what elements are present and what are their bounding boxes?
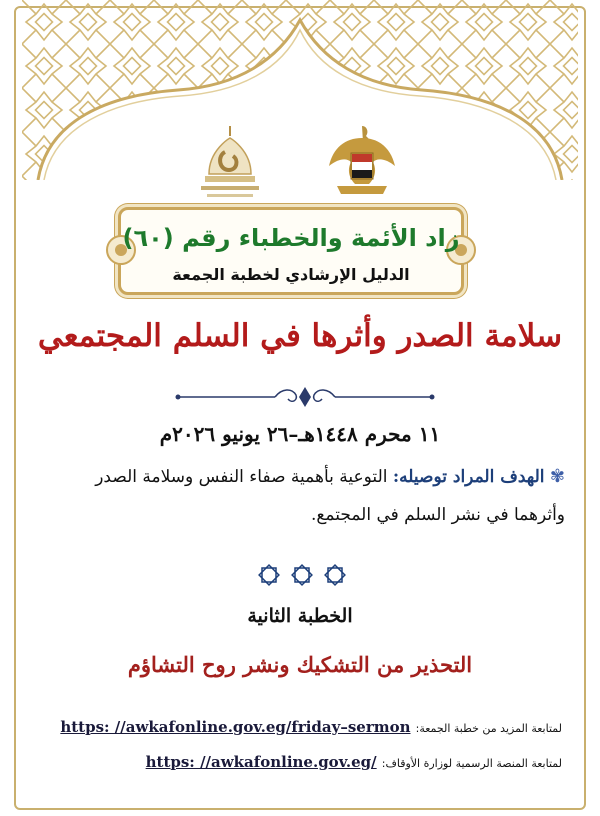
series-title: زاد الأئمة والخطباء رقم (٦٠) xyxy=(122,224,460,252)
ministry-platform-link-caption: لمتابعة المنصة الرسمية لوزارة الأوقاف: xyxy=(381,757,562,770)
sermon-title: سلامة الصدر وأثرها في السلم المجتمعي xyxy=(37,318,563,354)
ministry-platform-link-row xyxy=(40,752,562,771)
triple-ornament-icon xyxy=(257,563,347,587)
goal-text: التوعية بأهمية صفاء النفس وسلامة الصدر وأثرهما في نشر السلم في المجتمع. xyxy=(95,467,565,525)
egypt-eagle-emblem xyxy=(325,118,400,200)
ministry-platform-link[interactable]: https: //awkafonline.gov.eg/ xyxy=(145,753,377,771)
islamic-arch-lattice xyxy=(22,0,578,180)
decorative-divider xyxy=(170,384,440,410)
flower-bullet-icon: ✾ xyxy=(549,466,565,487)
ministry-awqaf-logo xyxy=(195,122,265,204)
second-sermon-heading: الخطبة الثانية xyxy=(247,605,353,627)
goal-label: الهدف المراد توصيله: xyxy=(392,467,545,487)
friday-sermon-link[interactable]: https: //awkafonline.gov.eg/friday–sermon xyxy=(60,718,411,736)
series-subtitle: الدليل الإرشادي لخطبة الجمعة xyxy=(172,265,410,284)
title-banner xyxy=(118,207,464,295)
friday-sermon-link-row xyxy=(40,717,562,736)
goal-paragraph xyxy=(40,458,565,534)
sermon-date: ١١ محرم ١٤٤٨هـ–٢٦ يونيو ٢٠٢٦م xyxy=(159,422,441,446)
second-sermon-title: التحذير من التشكيك ونشر روح التشاؤم xyxy=(127,652,473,677)
friday-sermon-link-caption: لمتابعة المزيد من خطبة الجمعة: xyxy=(415,722,562,735)
